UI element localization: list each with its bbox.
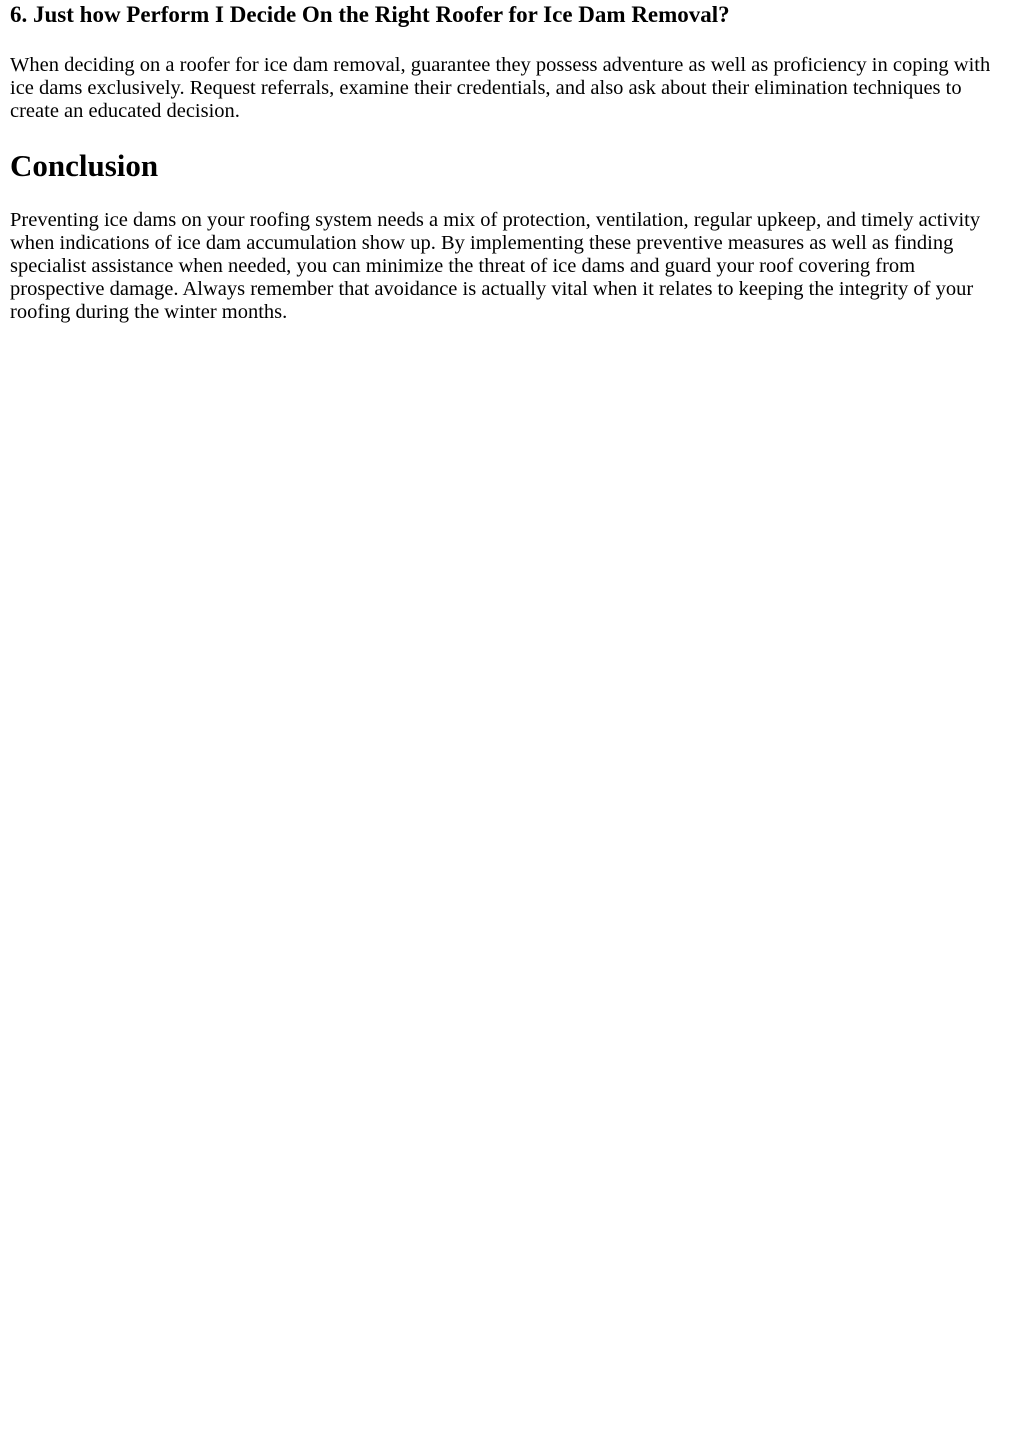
article-body: [0, 0, 1024, 325]
faq-answer-paragraph: When deciding on a roofer for ice dam removal, guarantee they possess adventure as well as proficiency in coping with ice dams exclusively. Request referrals, examine their credentials, and also ask about their elimination techniques to create an educated decision.: [10, 54, 991, 123]
conclusion-paragraph: Preventing ice dams on your roofing system needs a mix of protection, ventilation, regular upkeep, and timely activity when indications of ice dam accumulation show up. By implementing these preventive measures as well as finding specialist assistance when needed, you can minimize the threat of ice dams and guard your roof covering from prospective damage. Always remember that avoidance is actually vital when it relates to keeping the integrity of your roofing during the winter months.: [10, 208, 981, 324]
conclusion-heading: Conclusion: [10, 147, 159, 183]
faq-heading: 6. Just how Perform I Decide On the Right Roofer for Ice Dam Removal?: [10, 2, 730, 27]
